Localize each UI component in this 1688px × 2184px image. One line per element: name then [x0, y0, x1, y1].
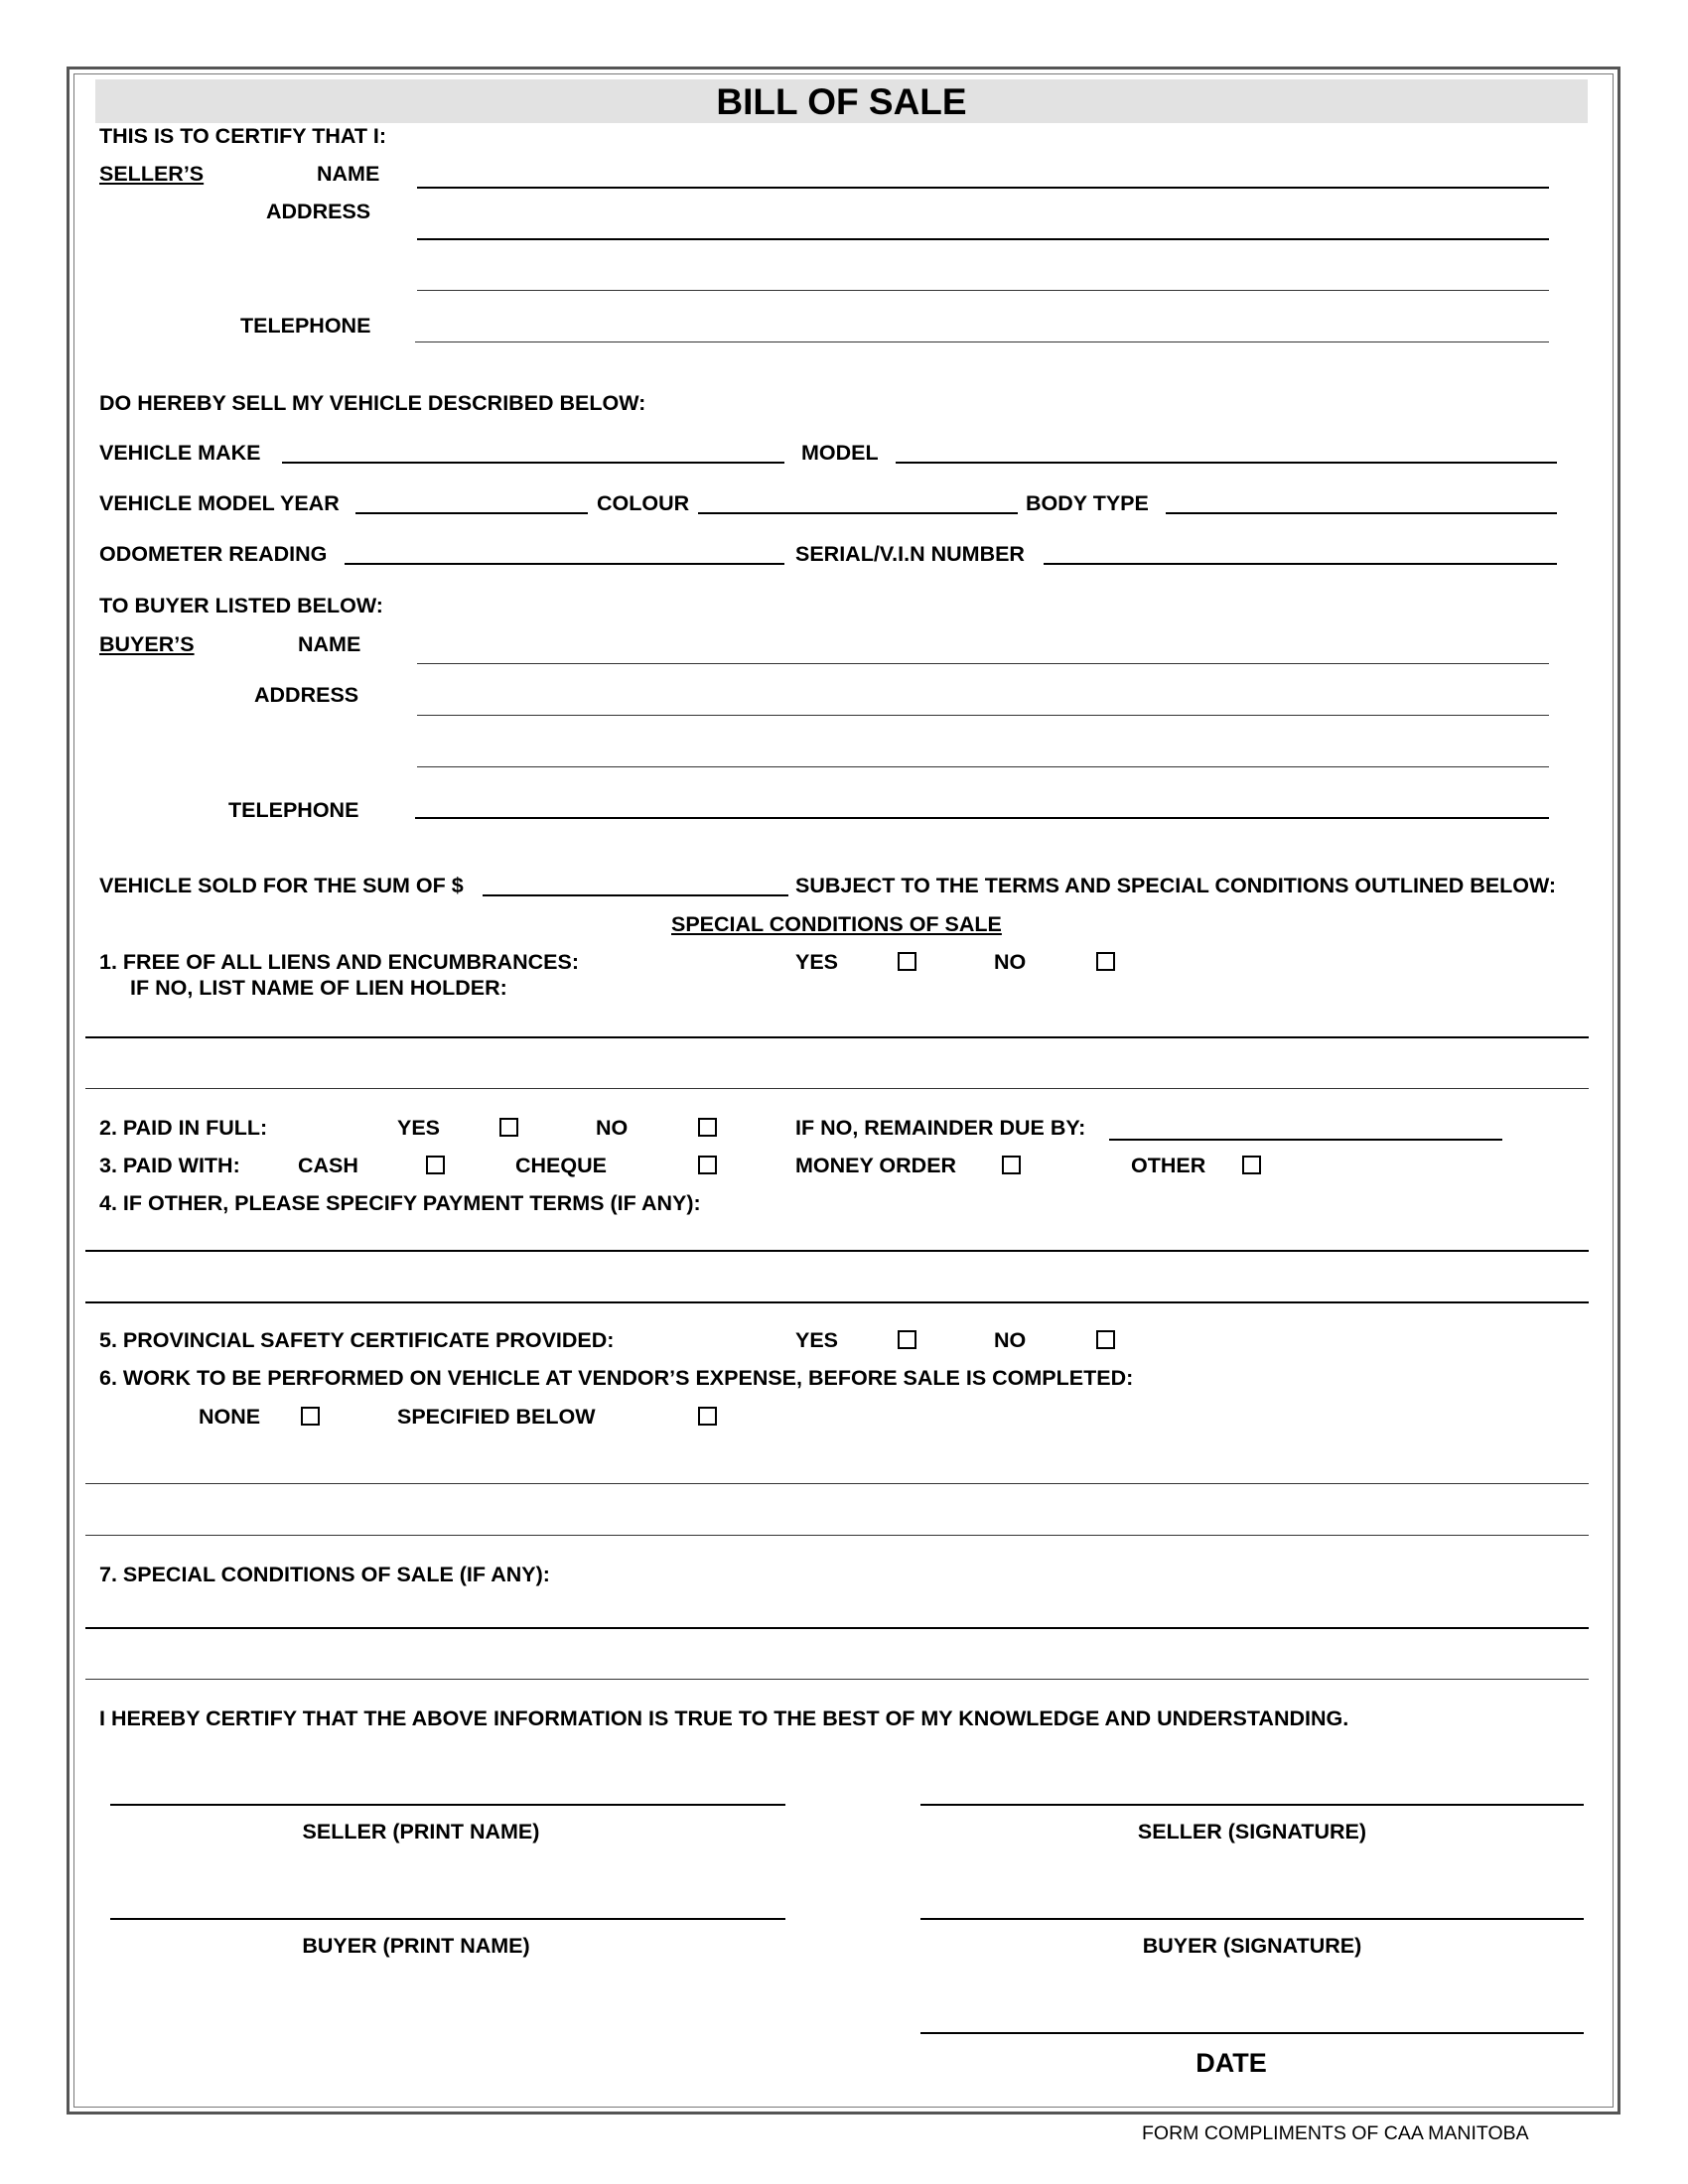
c2-label: 2. PAID IN FULL:	[99, 1116, 268, 1140]
vehicle-year-field[interactable]	[355, 512, 588, 514]
seller-telephone-label: TELEPHONE	[240, 314, 371, 338]
c2-yes-label: YES	[397, 1116, 441, 1140]
form-title: BILL OF SALE	[716, 81, 967, 122]
sum-suffix: SUBJECT TO THE TERMS AND SPECIAL CONDITIONS OUTLINED BELOW:	[795, 874, 1557, 897]
buyer-signature-field[interactable]	[920, 1918, 1584, 1920]
odometer-field[interactable]	[345, 563, 784, 565]
form-border	[67, 67, 1620, 2115]
c5-yes-checkbox[interactable]	[898, 1330, 916, 1349]
seller-signature-field[interactable]	[920, 1804, 1584, 1806]
c3-money-order-checkbox[interactable]	[1002, 1156, 1021, 1174]
c1-yes-checkbox[interactable]	[898, 952, 916, 971]
c6-specified-label: SPECIFIED BELOW	[397, 1405, 596, 1429]
buyer-print-name-field[interactable]	[110, 1918, 785, 1920]
buyer-telephone-label: TELEPHONE	[228, 798, 359, 822]
c1-yes-label: YES	[795, 950, 839, 974]
c5-label: 5. PROVINCIAL SAFETY CERTIFICATE PROVIDED:	[99, 1328, 615, 1352]
vehicle-colour-label: COLOUR	[597, 491, 690, 515]
vehicle-model-field[interactable]	[896, 462, 1557, 464]
c3-cheque-label: CHEQUE	[515, 1154, 607, 1177]
c6-specified-checkbox[interactable]	[698, 1407, 717, 1426]
vehicle-model-label: MODEL	[801, 441, 879, 465]
special-conditions-field-2[interactable]	[85, 1679, 1589, 1680]
c4-label: 4. IF OTHER, PLEASE SPECIFY PAYMENT TERMS (IF ANY):	[99, 1191, 701, 1215]
footer-note: FORM COMPLIMENTS OF CAA MANITOBA	[1142, 2122, 1529, 2144]
vehicle-make-label: VEHICLE MAKE	[99, 441, 261, 465]
seller-address-field-1[interactable]	[417, 238, 1549, 240]
c5-no-checkbox[interactable]	[1096, 1330, 1115, 1349]
conditions-heading: SPECIAL CONDITIONS OF SALE	[671, 912, 1002, 936]
vehicle-year-label: VEHICLE MODEL YEAR	[99, 491, 340, 515]
vehicle-make-field[interactable]	[282, 462, 784, 464]
c3-cash-checkbox[interactable]	[426, 1156, 445, 1174]
c5-yes-label: YES	[795, 1328, 839, 1352]
seller-telephone-field[interactable]	[415, 341, 1549, 342]
sum-field[interactable]	[483, 894, 788, 896]
remainder-due-field[interactable]	[1109, 1139, 1502, 1141]
payment-terms-field-1[interactable]	[85, 1250, 1589, 1252]
c2-remainder-label: IF NO, REMAINDER DUE BY:	[795, 1116, 1086, 1140]
c6-label: 6. WORK TO BE PERFORMED ON VEHICLE AT VENDOR’S EXPENSE, BEFORE SALE IS COMPLETED:	[99, 1366, 1134, 1390]
special-conditions-field-1[interactable]	[85, 1627, 1589, 1629]
c2-no-label: NO	[596, 1116, 629, 1140]
c2-no-checkbox[interactable]	[698, 1118, 717, 1137]
lien-holder-field-1[interactable]	[85, 1036, 1589, 1038]
c3-other-checkbox[interactable]	[1242, 1156, 1261, 1174]
sell-statement: DO HEREBY SELL MY VEHICLE DESCRIBED BELOW:	[99, 391, 646, 415]
seller-print-name-field[interactable]	[110, 1804, 785, 1806]
buyer-print-name-label: BUYER (PRINT NAME)	[302, 1934, 530, 1958]
c1-no-label: NO	[994, 950, 1027, 974]
buyer-heading: BUYER’S	[99, 632, 195, 656]
vehicle-colour-field[interactable]	[698, 512, 1018, 514]
date-label: DATE	[1196, 2048, 1267, 2078]
seller-name-field[interactable]	[417, 187, 1549, 189]
vin-field[interactable]	[1044, 563, 1557, 565]
buyer-intro: TO BUYER LISTED BELOW:	[99, 594, 383, 617]
vehicle-body-type-field[interactable]	[1166, 512, 1557, 514]
vehicle-body-type-label: BODY TYPE	[1026, 491, 1149, 515]
c3-cheque-checkbox[interactable]	[698, 1156, 717, 1174]
c2-yes-checkbox[interactable]	[499, 1118, 518, 1137]
odometer-label: ODOMETER READING	[99, 542, 328, 566]
seller-address-label: ADDRESS	[266, 200, 371, 223]
c1-sub-label: IF NO, LIST NAME OF LIEN HOLDER:	[130, 976, 507, 1000]
c7-label: 7. SPECIAL CONDITIONS OF SALE (IF ANY):	[99, 1563, 550, 1586]
certify-intro: THIS IS TO CERTIFY THAT I:	[99, 124, 387, 148]
payment-terms-field-2[interactable]	[85, 1301, 1589, 1303]
buyer-name-label: NAME	[298, 632, 361, 656]
c3-label: 3. PAID WITH:	[99, 1154, 240, 1177]
seller-print-name-label: SELLER (PRINT NAME)	[302, 1820, 540, 1843]
seller-heading: SELLER’S	[99, 162, 205, 186]
buyer-telephone-field[interactable]	[415, 817, 1549, 819]
c1-no-checkbox[interactable]	[1096, 952, 1115, 971]
lien-holder-field-2[interactable]	[85, 1088, 1589, 1089]
c3-cash-label: CASH	[298, 1154, 358, 1177]
seller-name-label: NAME	[317, 162, 380, 186]
c3-other-label: OTHER	[1131, 1154, 1206, 1177]
buyer-signature-label: BUYER (SIGNATURE)	[1142, 1934, 1362, 1958]
seller-signature-label: SELLER (SIGNATURE)	[1137, 1820, 1367, 1843]
c5-no-label: NO	[994, 1328, 1027, 1352]
vin-label: SERIAL/V.I.N NUMBER	[795, 542, 1025, 566]
date-field[interactable]	[920, 2032, 1584, 2034]
work-field-1[interactable]	[85, 1483, 1589, 1484]
buyer-address-field-2[interactable]	[417, 766, 1549, 767]
c6-none-checkbox[interactable]	[301, 1407, 320, 1426]
c1-label: 1. FREE OF ALL LIENS AND ENCUMBRANCES:	[99, 950, 579, 974]
buyer-address-label: ADDRESS	[254, 683, 359, 707]
work-field-2[interactable]	[85, 1535, 1589, 1536]
certification-statement: I HEREBY CERTIFY THAT THE ABOVE INFORMATION IS TRUE TO THE BEST OF MY KNOWLEDGE AND UNDERSTANDING.	[99, 1706, 1349, 1730]
buyer-name-field[interactable]	[417, 663, 1549, 664]
buyer-address-field-1[interactable]	[417, 715, 1549, 716]
c3-money-order-label: MONEY ORDER	[795, 1154, 957, 1177]
sum-label: VEHICLE SOLD FOR THE SUM OF $	[99, 874, 464, 897]
seller-address-field-2[interactable]	[417, 290, 1549, 291]
c6-none-label: NONE	[199, 1405, 261, 1429]
